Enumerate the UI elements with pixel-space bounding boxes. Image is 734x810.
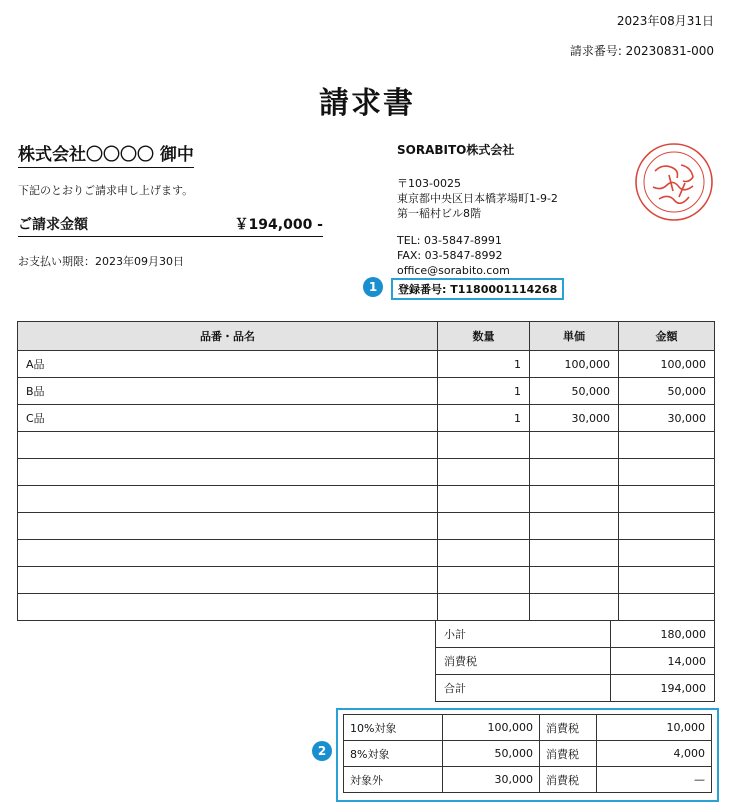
tax-base-amount: 50,000 (443, 741, 540, 767)
issuer-email: office@sorabito.com (397, 264, 510, 277)
tax-row (344, 767, 712, 793)
invoice-number: 請求番号: 20230831-000 (569, 44, 714, 58)
registration-number: 登録番号: T1180001114268 (391, 278, 564, 300)
item-quantity (438, 459, 530, 486)
column-header-quantity: 数量 (438, 322, 530, 351)
item-quantity (438, 567, 530, 594)
tax-row (344, 741, 712, 767)
tax-label: 消費税 (540, 767, 597, 793)
tax-amount: 4,000 (597, 741, 712, 767)
item-name: A品 (18, 351, 438, 378)
tax-label: 消費税 (540, 741, 597, 767)
table-row (18, 432, 715, 459)
summary-row-total (436, 675, 715, 702)
item-quantity (438, 486, 530, 513)
tax-breakdown-box (336, 708, 719, 802)
item-quantity (438, 513, 530, 540)
tax-label: 消費税 (540, 715, 597, 741)
tax-category: 10%対象 (344, 715, 443, 741)
tax-amount: — (597, 767, 712, 793)
summary-value: 194,000 (611, 675, 715, 702)
payment-due: お支払い期限：2023年09月30日 (18, 255, 184, 268)
tax-base-amount: 100,000 (443, 715, 540, 741)
item-unit-price: 30,000 (530, 405, 619, 432)
billing-total (18, 214, 323, 237)
issuer-fax: FAX: 03-5847-8992 (397, 249, 503, 262)
item-amount: 30,000 (619, 405, 715, 432)
tax-row (344, 715, 712, 741)
issuer-address-line2: 第一稲村ビル8階 (397, 207, 481, 220)
issuer-tel: TEL: 03-5847-8991 (397, 234, 502, 247)
document-title: 請求書 (319, 86, 415, 121)
item-name (18, 540, 438, 567)
issuer-address-line1: 東京都中央区日本橋茅場町1-9-2 (397, 192, 558, 205)
table-row (18, 459, 715, 486)
item-unit-price (530, 432, 619, 459)
item-amount (619, 594, 715, 621)
item-amount (619, 486, 715, 513)
item-amount: 50,000 (619, 378, 715, 405)
item-quantity: 1 (438, 378, 530, 405)
item-unit-price: 50,000 (530, 378, 619, 405)
summary-row-tax (436, 648, 715, 675)
item-unit-price (530, 594, 619, 621)
table-row (18, 567, 715, 594)
item-name: C品 (18, 405, 438, 432)
recipient-name: 株式会社〇〇〇〇 御中 (18, 140, 194, 168)
table-row (18, 405, 715, 432)
table-row (18, 594, 715, 621)
summary-table (435, 620, 715, 702)
tax-amount: 10,000 (597, 715, 712, 741)
invoice-date: 2023年08月31日 (616, 14, 714, 28)
column-header-amount: 金額 (619, 322, 715, 351)
line-items-table (17, 321, 715, 621)
item-name (18, 513, 438, 540)
item-name: B品 (18, 378, 438, 405)
billing-total-amount: ￥194,000 - (234, 217, 323, 233)
summary-label: 小計 (436, 621, 611, 648)
item-amount (619, 567, 715, 594)
table-row (18, 351, 715, 378)
item-amount (619, 540, 715, 567)
callout-badge-1: 1 (363, 277, 383, 297)
callout-badge-2: 2 (312, 741, 332, 761)
item-amount (619, 513, 715, 540)
issuer-company: SORABITO株式会社 (397, 143, 515, 157)
item-quantity: 1 (438, 351, 530, 378)
item-amount (619, 432, 715, 459)
summary-value: 180,000 (611, 621, 715, 648)
item-quantity: 1 (438, 405, 530, 432)
item-unit-price (530, 540, 619, 567)
table-row (18, 486, 715, 513)
item-quantity (438, 594, 530, 621)
company-seal-icon (633, 141, 715, 223)
item-name (18, 486, 438, 513)
item-unit-price (530, 513, 619, 540)
intro-text: 下記のとおりご請求申し上げます。 (18, 184, 194, 197)
table-header-row (18, 322, 715, 351)
table-row (18, 540, 715, 567)
item-name (18, 567, 438, 594)
tax-base-amount: 30,000 (443, 767, 540, 793)
tax-category: 対象外 (344, 767, 443, 793)
column-header-unit-price: 単価 (530, 322, 619, 351)
tax-category: 8%対象 (344, 741, 443, 767)
summary-value: 14,000 (611, 648, 715, 675)
item-unit-price (530, 459, 619, 486)
item-name (18, 594, 438, 621)
summary-label: 消費税 (436, 648, 611, 675)
billing-total-label: ご請求金額 (18, 217, 88, 233)
item-amount (619, 459, 715, 486)
column-header-item: 品番・品名 (18, 322, 438, 351)
item-unit-price: 100,000 (530, 351, 619, 378)
tax-breakdown-table (343, 714, 712, 793)
item-name (18, 432, 438, 459)
item-name (18, 459, 438, 486)
summary-label: 合計 (436, 675, 611, 702)
summary-row-subtotal (436, 621, 715, 648)
item-amount: 100,000 (619, 351, 715, 378)
table-row (18, 378, 715, 405)
item-unit-price (530, 486, 619, 513)
item-quantity (438, 540, 530, 567)
item-quantity (438, 432, 530, 459)
item-unit-price (530, 567, 619, 594)
table-row (18, 513, 715, 540)
issuer-postal: 〒103-0025 (397, 177, 461, 190)
